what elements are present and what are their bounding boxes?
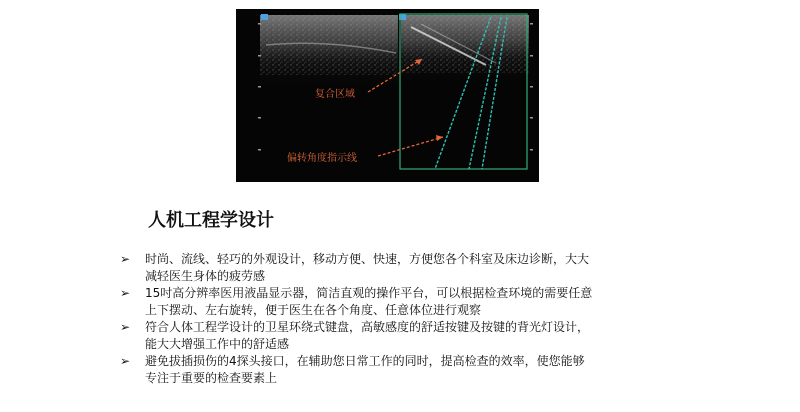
section-title: 人机工程学设计 xyxy=(148,210,274,231)
list-item xyxy=(120,285,690,319)
list-item xyxy=(120,319,690,353)
list-item-text: 减轻医生身体的疲劳感 xyxy=(145,269,266,283)
bullet-arrow-icon: ➢ xyxy=(120,320,131,334)
left-marker xyxy=(261,14,268,20)
list-item xyxy=(120,251,690,285)
bullet-arrow-icon: ➢ xyxy=(120,252,131,266)
annotation-deflection: 偏转角度指示线 xyxy=(287,153,357,164)
list-item-text: 上下摆动、左右旋转，便于医生在各个角度、任意体位进行观察 xyxy=(145,303,482,317)
list-item-text: 专注于重要的检查要素上 xyxy=(145,371,278,385)
ultrasound-image xyxy=(236,9,539,182)
bullet-arrow-icon: ➢ xyxy=(120,354,131,368)
right-image-region xyxy=(401,15,529,85)
list-item-text: 能大大增强工作中的舒适感 xyxy=(145,337,290,351)
left-image-region xyxy=(260,15,398,90)
list-item-text: 避免拔插损伤的4探头接口，在辅助您日常工作的同时，提高检查的效率，使您能够 xyxy=(145,354,585,368)
list-item xyxy=(120,353,690,387)
feature-list xyxy=(120,251,690,387)
list-item-text: 时尚、流线、轻巧的外观设计，移动方便、快速，方便您各个科室及床边诊断，大大 xyxy=(145,252,590,266)
list-item-text: 符合人体工程学设计的卫星环绕式键盘，高敏感度的舒适按键及按键的背光灯设计， xyxy=(145,320,590,334)
annotation-overlap: 复合区域 xyxy=(315,89,355,100)
list-item-text: 15吋高分辨率医用液晶显示器，简洁直观的操作平台，可以根据检查环境的需要任意 xyxy=(145,286,593,300)
bullet-arrow-icon: ➢ xyxy=(120,286,131,300)
